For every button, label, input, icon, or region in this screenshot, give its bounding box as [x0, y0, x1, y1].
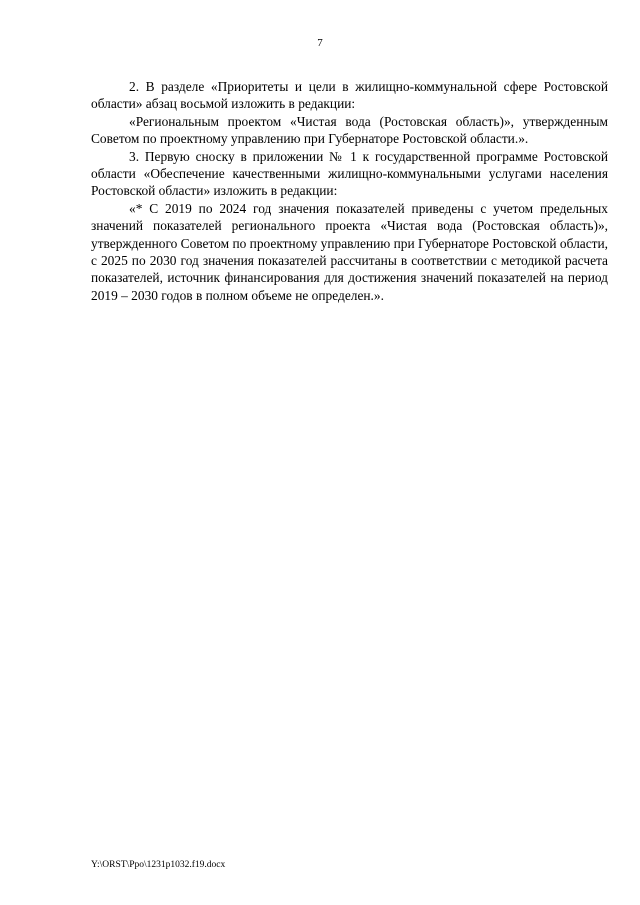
page-number: 7: [317, 37, 323, 49]
paragraph-quoted-regional-project: «Региональным проектом «Чистая вода (Ростовская область)», утвержденным Советом по проектному управлению при Губернаторе Ростовской области.».: [91, 113, 608, 147]
paragraph-quoted-footnote: «* С 2019 по 2024 год значения показателей приведены с учетом предельных значений показателей регионального проекта «Чистая вода (Ростовская область)», утвержденного Советом по проектному управлению при Губернаторе Ростовской области, с 2025 по 2030 год значения показателей рассчитаны в соответствии с методикой расчета показателей, источник финансирования для достижения значений показателей на период 2019 – 2030 годов в полном объеме не определен.».: [91, 200, 608, 303]
document-body: [91, 78, 608, 304]
footer-file-path: Y:\ORST\Ppo\1231p1032.f19.docx: [91, 860, 226, 870]
paragraph-item-2: 2. В разделе «Приоритеты и цели в жилищно-коммунальной сфере Ростовской области» абзац восьмой изложить в редакции:: [91, 79, 608, 112]
paragraph-item-3: 3. Первую сноску в приложении № 1 к государственной программе Ростовской области «Обеспечение качественными жилищно-коммунальными услугами населения Ростовской области» изложить в редакции:: [91, 148, 608, 199]
